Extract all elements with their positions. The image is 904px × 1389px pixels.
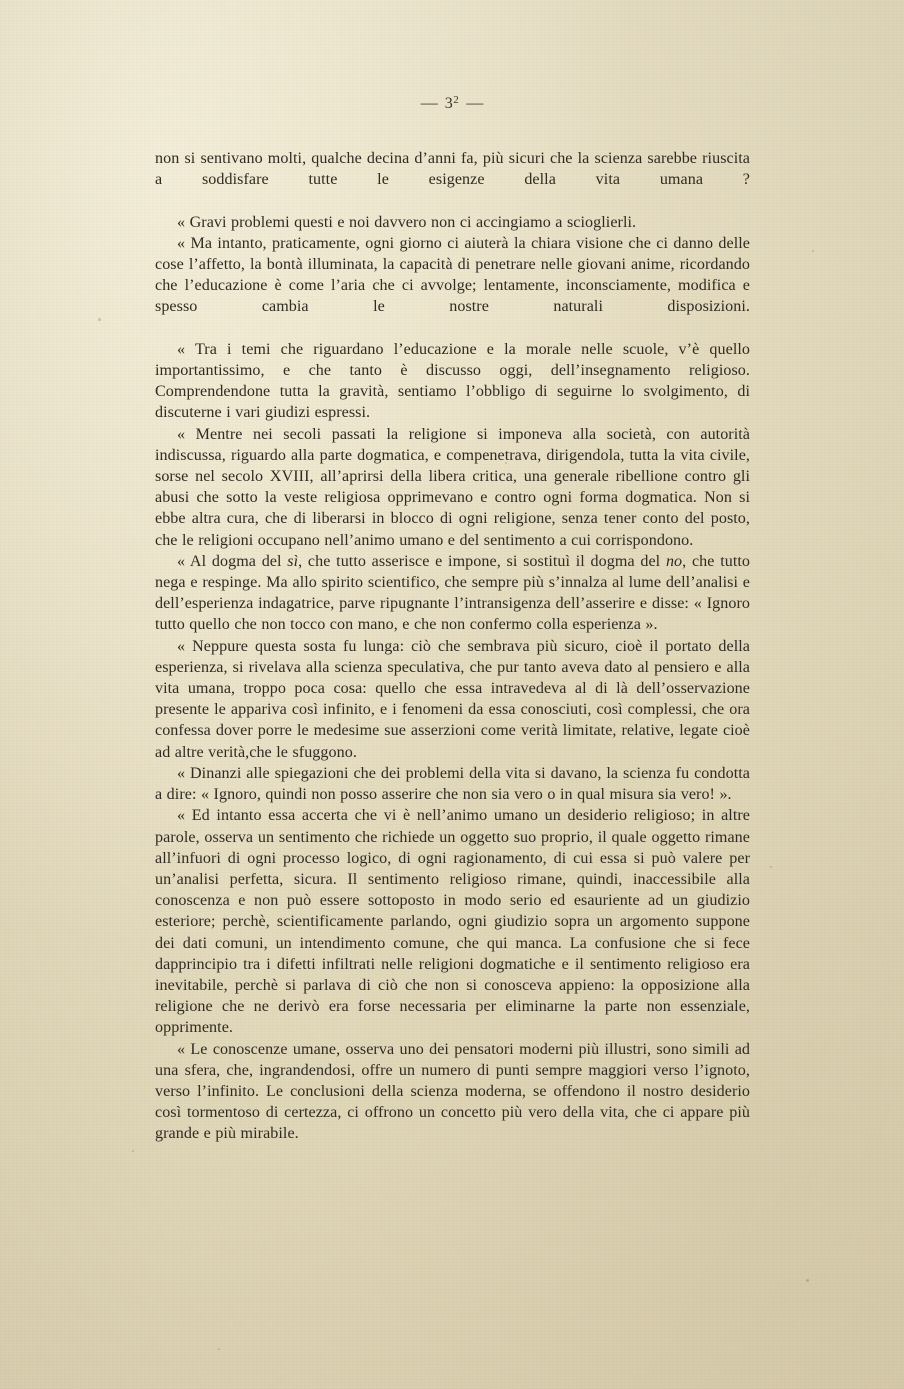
paragraph-3: « Ma intanto, praticamente, ogni giorno ci aiuterà la chiara visione che ci danno delle cose l’affetto, la bontà illuminata, la capacità di penetrare nelle giovani anime, ricordando che l’educazione è come l’aria che ci avvolge; lentamente, inconsciamente, modifica e spesso cambia le nostre naturali disposizioni. xyxy=(155,234,750,316)
page-number-base: 3 xyxy=(444,95,454,112)
page-text-column xyxy=(155,148,750,1145)
paragraph-5: « Mentre nei secoli passati la religione si imponeva alla società, con autorità indiscussa, riguardo alla parte dogmatica, e compenetrava, dirigendola, tutta la vita civile, sorse nel secolo XVIII, all’aprirsi della libera critica, una generale ribellione contro gli abusi che sotto la veste religiosa opprimevano e contro ogni forma dogmatica. Non si ebbe altra cura, che di liberarsi in blocco di ogni religione, senza tener conto del posto, che le religioni occupano nell’animo umano e del sentimento a cui corrispondono. xyxy=(155,425,750,549)
paper-speck xyxy=(770,866,772,868)
paragraph-7: « Neppure questa sosta fu lunga: ciò che sembrava più sicuro, cioè il portato della esperienza, si rivelava alla scienza speculativa, che pur tanto aveva dato al pensiero e alla vita umana, troppo poca cosa: quello che essa intravedeva al di là dell’osservazione presente le appariva così infinito, e i fenomeni da essa conosciuti, così complessi, che ora confessa dover porre le medesime sue asserzioni come verità limitate, relative, legate cioè ad altre verità,che le sfuggono. xyxy=(155,637,750,761)
paragraph-9: « Ed intanto essa accerta che vi è nell’animo umano un desiderio religioso; in altre parole, osserva un sentimento che richiede un oggetto suo proprio, il quale oggetto rimane all’infuori di ogni processo logico, di ogni ragionamento, di cui essa si può valere per un’analisi perfetta, sicura. Il sentimento religioso rimane, quindi, inaccessibile alla conoscenza e non può essere sottoposto in modo serio ed esauriente ad un giudizio esteriore; perchè, scientificamente parlando, ogni giudizio sopra un argomento suppone dei dati comuni, un intendimento comune, che qui manca. La confusione che si fece dapprincipio tra i difetti infiltrati nelle religioni dogmatiche e il sentimento religioso era inevitabile, perchè si parlava di ciò che non si conosceva appieno: la opposizione alla religione che ne derivò era forse necessaria per eliminarne la parte non essenziale, opprimente. xyxy=(155,807,750,1037)
italic-word: sì xyxy=(287,552,299,570)
paper-speck xyxy=(132,1150,134,1152)
folio-dash-right: — xyxy=(466,93,484,112)
italic-word: no xyxy=(665,552,683,570)
paragraph-2: « Gravi problemi questi e noi davvero non ci accingiamo a scioglierli. xyxy=(177,213,637,231)
paper-speck xyxy=(218,1348,220,1350)
paper-speck xyxy=(812,250,814,252)
paper-speck xyxy=(98,318,101,321)
paper-speck xyxy=(806,1279,809,1282)
paragraph-4: « Tra i temi che riguardano l’educazione e la morale nelle scuole, v’è quello importantissimo, e che tanto è discusso oggi, dell’insegnamento religioso. Comprendendone tutta la gravità, sentiamo l’obbligo di seguirne lo svolgimento, di discuterne i vari giudizi espressi. xyxy=(155,340,750,422)
page-number-superscript: 2 xyxy=(453,94,460,106)
paragraph-6: « Al dogma del sì, che tutto asserisce e impone, si sostituì il dogma del no, che tutto nega e respinge. Ma allo spirito scientifico, che sempre più s’innalza al lume dell’analisi e dell’esperienza indagatrice, parve ripugnante l’intransigenza dell’asserire e disse: « Ignoro tutto quello che non tocco con mano, e che non confermo colla esperienza ». xyxy=(155,552,750,634)
page-folio xyxy=(0,93,904,113)
folio-dash-left: — xyxy=(420,93,438,112)
paragraph-10: « Le conoscenze umane, osserva uno dei pensatori moderni più illustri, sono simili ad una sfera, che, ingrandendosi, offre un numero di punti sempre maggiori verso l’ignoto, verso l’infinito. Le conclusioni della scienza moderna, se offendono il nostro desiderio così tormentoso di certezza, ci offrono un concetto più vero della vita, che ci appare più grande e più mirabile. xyxy=(155,1040,750,1143)
paragraph-8: « Dinanzi alle spiegazioni che dei problemi della vita si davano, la scienza fu condotta a dire: « Ignoro, quindi non posso asserire che non sia vero o in qual misura sia vero! ». xyxy=(155,764,750,804)
paragraph-1: non si sentivano molti, qualche decina d’anni fa, più sicuri che la scienza sarebbe riuscita a soddisfare tutte le esigenze della vita umana ? xyxy=(155,150,750,189)
page-number xyxy=(445,95,460,112)
